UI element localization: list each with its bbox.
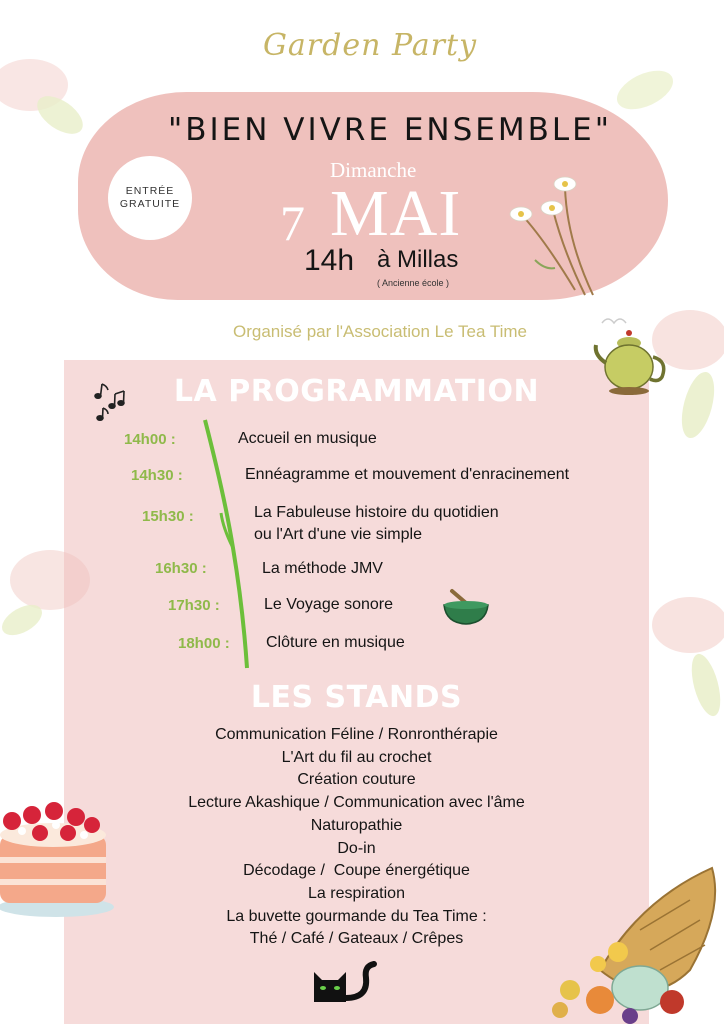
main-title: "BIEN VIVRE ENSEMBLE" xyxy=(167,112,612,148)
stand-item: Décodage / Coupe énergétique xyxy=(243,862,470,880)
free-entry-badge xyxy=(108,156,192,240)
organizer-line: Organisé par l'Association Le Tea Time xyxy=(233,322,527,341)
programme-label: La Fabuleuse histoire du quotidien xyxy=(254,504,499,521)
programme-time: 18h00 : xyxy=(178,635,230,652)
stand-item: Lecture Akashique / Communication avec l'âme xyxy=(188,794,525,812)
stands-title: LES STANDS xyxy=(250,680,463,715)
month: MAI xyxy=(330,177,462,250)
daisy-flowers-icon xyxy=(505,170,605,300)
stand-item: Thé / Café / Gateaux / Crêpes xyxy=(249,930,464,948)
stand-item: L'Art du fil au crochet xyxy=(281,748,432,766)
stand-item: Naturopathie xyxy=(310,816,403,834)
stand-item: Communication Féline / Ronronthérapie xyxy=(215,726,498,743)
programme-label: Ennéagramme et mouvement d'enracinement xyxy=(245,466,570,483)
cornucopia-icon xyxy=(540,860,724,1024)
day-number: 7 xyxy=(280,195,305,251)
programme-label: Le Voyage sonore xyxy=(264,596,393,613)
black-cat-icon xyxy=(308,958,380,1004)
singing-bowl-icon xyxy=(440,587,492,627)
event-place: à Millas xyxy=(377,246,459,273)
programme-time: 17h30 : xyxy=(168,597,220,614)
programme-label: La méthode JMV xyxy=(262,560,383,577)
event-place-detail: ( Ancienne école ) xyxy=(377,278,450,288)
carnation-icon xyxy=(640,585,724,725)
badge-line-1: ENTRÉE xyxy=(125,185,175,197)
programme-time: 14h30 : xyxy=(131,467,183,484)
cake-icon xyxy=(0,795,120,925)
badge-line-2: GRATUITE xyxy=(119,198,181,210)
programme-time: 14h00 : xyxy=(124,431,176,448)
programme-label: Clôture en musique xyxy=(266,634,405,651)
carnation-icon xyxy=(610,60,680,120)
script-title: Garden Party xyxy=(262,28,478,63)
programmation-title: LA PROGRAMMATION xyxy=(173,374,540,409)
day-word: Dimanche xyxy=(330,158,417,182)
stand-item: Do-in xyxy=(337,839,376,857)
programme-time: 16h30 : xyxy=(155,560,207,577)
programme-label: Accueil en musique xyxy=(238,430,377,447)
event-time: 14h xyxy=(304,244,355,277)
stand-item: Création couture xyxy=(297,771,416,789)
stand-item: La respiration xyxy=(308,884,405,902)
stand-item: La buvette gourmande du Tea Time : xyxy=(226,907,487,925)
programme-label-line2: ou l'Art d'une vie simple xyxy=(254,526,422,543)
programme-time: 15h30 : xyxy=(142,508,194,525)
